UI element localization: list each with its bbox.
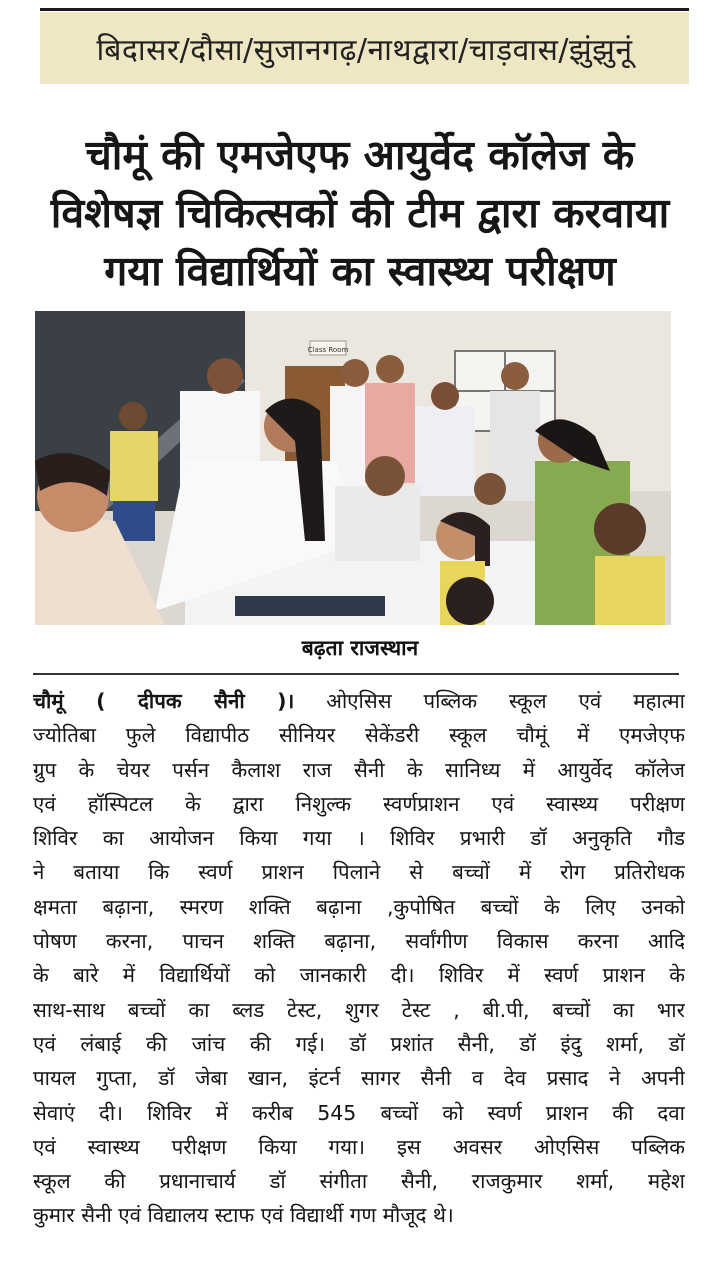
city-banner-text: बिदासर/दौसा/सुजानगढ़/नाथद्वारा/चाड़वास/झुंझुनूं	[96, 32, 633, 68]
article-line: पोषण करना, पाचन शक्ति बढ़ाना, सर्वांगीण विकास करना आदि	[33, 929, 685, 954]
news-photo	[35, 311, 671, 625]
article-line: शिविर का आयोजन किया गया । शिविर प्रभारी डॉ अनुकृति गौड	[33, 826, 685, 851]
headline-line: गया विद्यार्थियों का स्वास्थ्य परीक्षण	[104, 247, 616, 295]
article-line: के बारे में विद्यार्थियों को जानकारी दी। शिविर में स्वर्ण प्राशन के	[33, 963, 685, 988]
article-line: पायल गुप्ता, डॉ जेबा खान, इंटर्न सागर सैनी व देव प्रसाद ने अपनी	[33, 1066, 685, 1091]
headline-line: चौमूं की एमजेएफ आयुर्वेद कॉलेज के	[85, 131, 635, 179]
article-line-text: ओएसिस पब्लिक स्कूल एवं महात्मा	[294, 689, 685, 713]
city-banner	[40, 12, 689, 84]
headline-line: विशेषज्ञ चिकित्सकों की टीम द्वारा करवाया	[50, 189, 670, 237]
article-line: एवं हॉस्पिटल के द्वारा निशुल्क स्वर्णप्राशन एवं स्वास्थ्य परीक्षण	[33, 791, 685, 816]
article-line: कुमार सैनी एवं विद्यालय स्टाफ एवं विद्यार्थी गण मौजूद थे।	[33, 1203, 454, 1228]
article-body	[33, 684, 685, 1233]
article-line: ग्रुप के चेयर पर्सन कैलाश राज सैनी के सानिध्य में आयुर्वेद कॉलेज	[33, 757, 685, 782]
article-line: ज्योतिबा फुले विद्यापीठ सीनियर सेकेंडरी स्कूल चौमूं में एमजेएफ	[33, 723, 685, 748]
byline: चौमूं ( दीपक सैनी )।	[33, 689, 295, 713]
article-line: साथ-साथ बच्चों का ब्लड टेस्ट, शुगर टेस्ट , बी.पी, बच्चों का भार	[33, 997, 685, 1022]
article-line: सेवाएं दी। शिविर में करीब 545 बच्चों को स्वर्ण प्राशन की दवा	[33, 1100, 685, 1125]
health-camp-photo	[35, 311, 671, 625]
newspaper-credit: बढ़ता राजस्थान	[301, 636, 419, 660]
article-line: स्कूल की प्रधानाचार्य डॉ संगीता सैनी, राजकुमार शर्मा, महेश	[33, 1169, 685, 1194]
top-rule	[40, 8, 689, 11]
article-line: क्षमता बढ़ाना, स्मरण शक्ति बढ़ाना ,कुपोषित बच्चों के लिए उनको	[33, 894, 685, 919]
article-line: एवं लंबाई की जांच की गई। डॉ प्रशांत सैनी, डॉ इंदु शर्मा, डॉ	[33, 1031, 685, 1056]
article-line: ने बताया कि स्वर्ण प्राशन पिलाने से बच्चों में रोग प्रतिरोधक	[33, 860, 685, 885]
door-sign-text: Class Room	[307, 346, 349, 354]
article-line: एवं स्वास्थ्य परीक्षण किया गया। इस अवसर ओएसिस पब्लिक	[33, 1134, 685, 1159]
headline	[30, 126, 690, 300]
section-divider	[33, 673, 679, 675]
article-line	[33, 684, 685, 718]
